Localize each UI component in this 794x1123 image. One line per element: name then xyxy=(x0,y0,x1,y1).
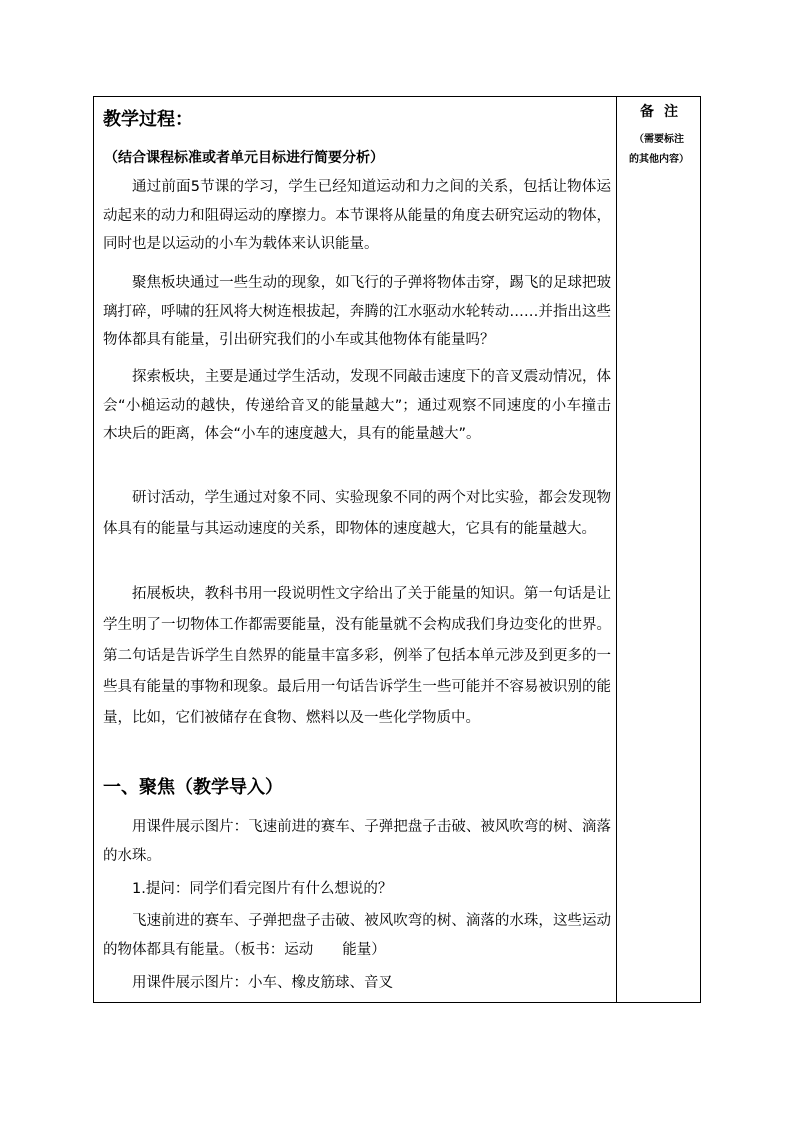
remarks-note xyxy=(617,130,701,170)
section1-show-images: 用课件展示图片：小车、橡皮筋球、音叉 xyxy=(132,975,393,991)
section1-heading: 一、聚焦（教学导入） xyxy=(103,777,283,798)
analysis-paragraph-1: 通过前面5节课的学习，学生已经知道运动和力之间的关系，包括让物体运动起来的动力和阻碍运动的摩擦力。本节课将从能量的角度去研究运动的物体，同时也是以运动的小车为载体来认识能量。 xyxy=(103,179,611,252)
teaching-process-cell xyxy=(94,97,617,1002)
section1-intro: 用课件展示图片：飞速前进的赛车、子弹把盘子击破、被风吹弯的树、滴落的水珠。 xyxy=(103,819,611,864)
analysis-paragraph-4: 研讨活动，学生通过对象不同、实验现象不同的两个对比实验，都会发现物体具有的能量与其运动速度的关系，即物体的速度越大，它具有的能量越大。 xyxy=(103,490,611,537)
lesson-table xyxy=(93,96,701,1003)
remarks-title: 备注 xyxy=(640,104,688,120)
section-subtitle: （结合课程标准或者单元目标进行简要分析） xyxy=(104,150,384,166)
remarks-note-line-2: 的其他内容） xyxy=(629,154,689,165)
analysis-paragraph-5: 拓展板块，教科书用一段说明性文字给出了关于能量的知识。第一句话是让学生明了一切物体工作都需要能量，没有能量就不会构成我们身边变化的世界。第二句话是告诉学生自然界的能量丰富多彩，例举了包括本单元涉及到更多的一些具有能量的事物和现象。最后用一句话告诉学生一些可能并不容易被识别的能量，比如，它们被储存在食物、燃料以及一些化学物质中。 xyxy=(103,586,611,726)
section1-answer: 飞速前进的赛车、子弹把盘子击破、被风吹弯的树、滴落的水珠，这些运动的物体都具有能量。（板书：运动 能量） xyxy=(103,913,611,958)
analysis-paragraph-2: 聚焦板块通过一些生动的现象，如飞行的子弹将物体击穿，踢飞的足球把玻璃打碎，呼啸的狂风将大树连根拔起，奔腾的江水驱动水轮转动……并指出这些物体都具有能量，引出研究我们的小车或其他物体有能量吗？ xyxy=(103,275,611,348)
analysis-paragraph-3: 探索板块，主要是通过学生活动，发现不同敲击速度下的音叉震动情况，体会“小槌运动的越快，传递给音叉的能量越大”；通过观察不同速度的小车撞击木块后的距离，体会“小车的速度越大，具有的能量越大”。 xyxy=(103,369,611,442)
remarks-cell xyxy=(617,97,701,1002)
section-title: 教学过程： xyxy=(103,109,193,130)
section1-question-1: 1.提问：同学们看完图片有什么想说的？ xyxy=(132,881,393,897)
remarks-note-line-1: （需要标注 xyxy=(634,134,684,145)
